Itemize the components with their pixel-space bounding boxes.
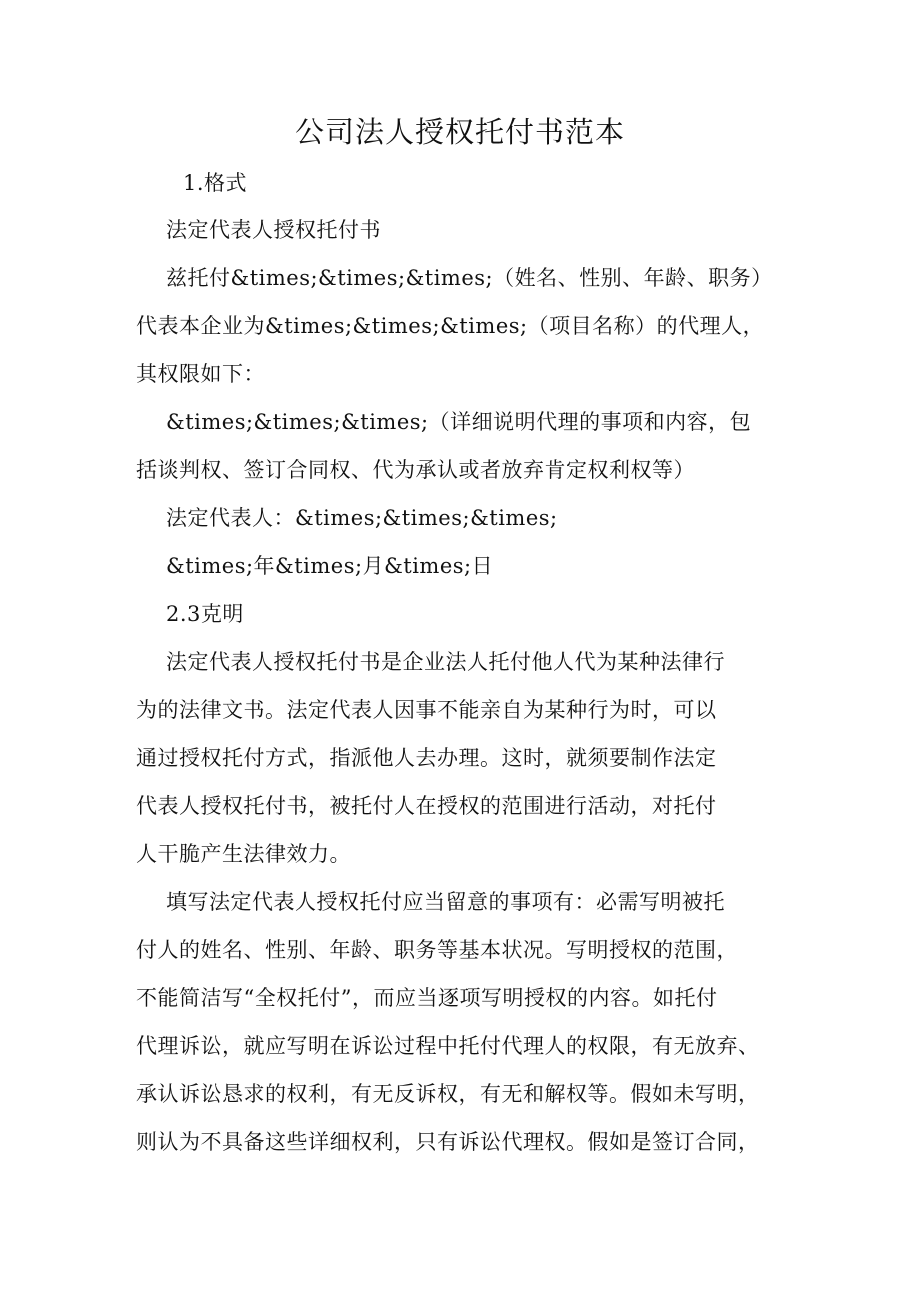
paragraph-line: 代表本企业为&times;&times;&times;（项目名称）的代理人， [136,314,765,338]
section-heading-format: 1.格式 [183,171,248,195]
paragraph-line: 代理诉讼，就应写明在诉讼过程中托付代理人的权限，有无放弃、 [136,1034,760,1058]
document-title: 公司法人授权托付书范本 [294,115,625,149]
paragraph-line: &times;&times;&times;（详细说明代理的事项和内容，包 [166,410,752,434]
section-heading-explanation: 2.3克明 [166,602,244,626]
paragraph-line: 为的法律文书。法定代表人因事不能亲自为某种行为时，可以 [136,698,717,722]
paragraph-line: 代表人授权托付书，被托付人在授权的范围进行活动，对托付 [136,794,717,818]
paragraph-line: 人干脆产生法律效力。 [136,842,351,866]
paragraph-line: 括谈判权、签订合同权、代为承认或者放弃肯定权利权等） [136,458,695,482]
paragraph-line: 付人的姓名、性别、年龄、职务等基本状况。写明授权的范围， [136,938,738,962]
paragraph-line: 不能简洁写“全权托付”，而应当逐项写明授权的内容。如托付 [136,986,718,1010]
form-title: 法定代表人授权托付书 [166,218,381,242]
paragraph-line: 则认为不具备这些详细权利，只有诉讼代理权。假如是签订合同， [136,1130,760,1154]
paragraph-line: 其权限如下： [136,362,265,386]
paragraph-line: 填写法定代表人授权托付应当留意的事项有：必需写明被托 [166,890,725,914]
paragraph-line: 兹托付&times;&times;&times;（姓名、性别、年龄、职务） [166,266,773,290]
paragraph-line: 承认诉讼恳求的权利，有无反诉权，有无和解权等。假如未写明， [136,1082,760,1106]
signature-line: 法定代表人：&times;&times;&times; [166,506,558,530]
paragraph-line: 法定代表人授权托付书是企业法人托付他人代为某种法律行 [166,650,725,674]
date-line: &times;年&times;月&times;日 [166,554,494,578]
paragraph-line: 通过授权托付方式，指派他人去办理。这时，就须要制作法定 [136,746,717,770]
